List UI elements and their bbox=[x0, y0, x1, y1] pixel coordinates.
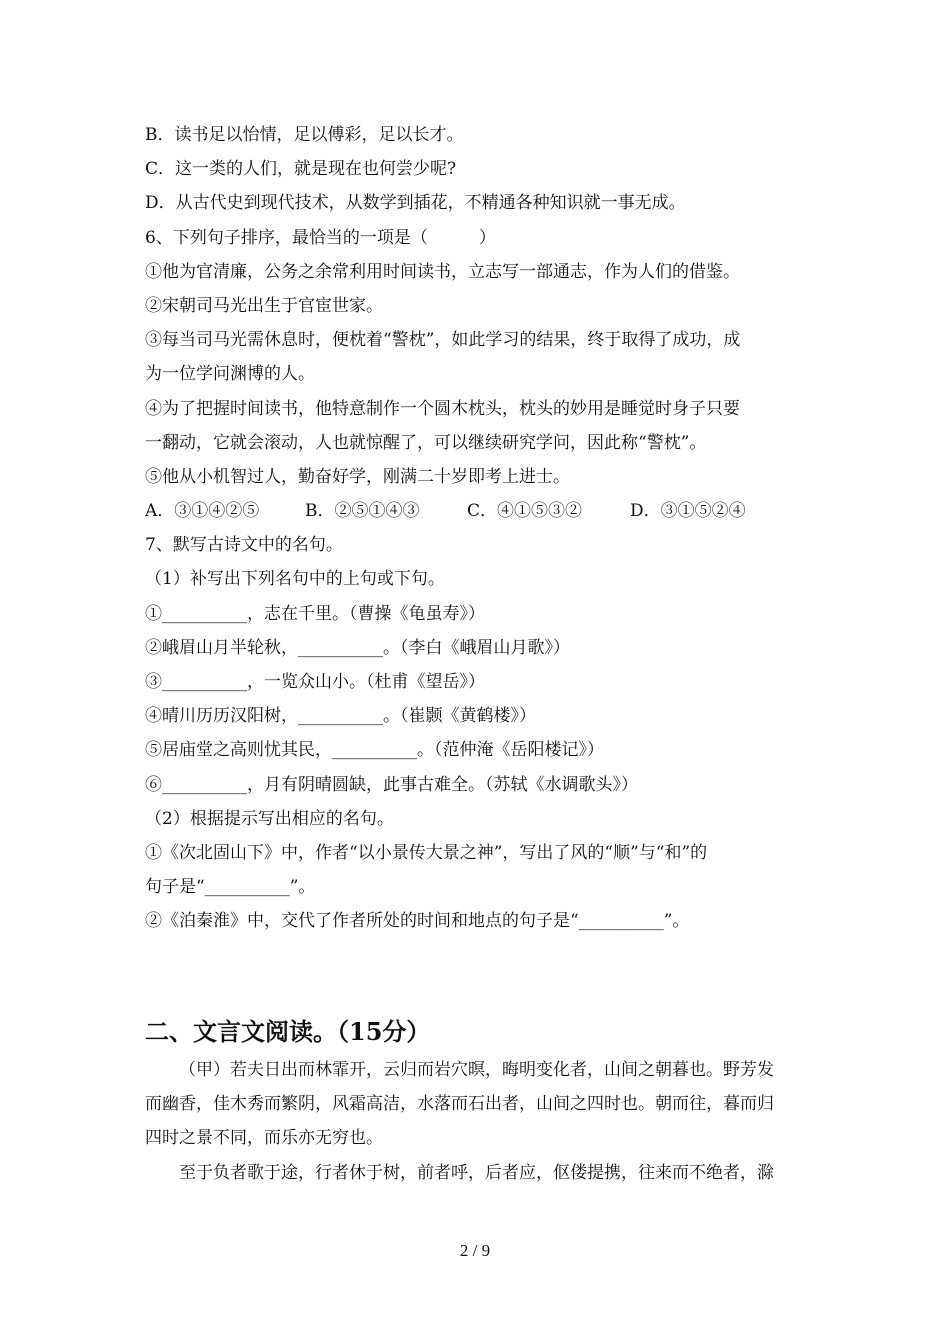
text-line: B．读书足以怡情，足以傅彩，足以长才。 bbox=[145, 125, 464, 145]
question-7-stem: 7、默写古诗文中的名句。 bbox=[145, 535, 343, 556]
option-c: C．④①⑤③② bbox=[467, 501, 583, 522]
text-line: 一翻动，它就会滚动，人也就惊醒了，可以继续研究学问，因此称“警枕”。 bbox=[145, 432, 707, 453]
fill-blank-line: ⑥__________，月有阴晴圆缺，此事古难全。（苏轼《水调歌头》） bbox=[145, 774, 638, 795]
section-title: 二、文言文阅读。（15分） bbox=[145, 1017, 431, 1046]
text-line: （2）根据提示写出相应的名句。 bbox=[145, 808, 394, 829]
page-number: 2 / 9 bbox=[459, 1241, 491, 1260]
option-b: B．②⑤①④③ bbox=[305, 501, 420, 522]
fill-blank-line: ⑤居庙堂之高则忧其民，__________。（范仲淹《岳阳楼记》） bbox=[145, 740, 604, 761]
text-line: D．从古代史到现代技术，从数学到插花，不精通各种知识就一事无成。 bbox=[145, 193, 686, 214]
passage-line: 而幽香，佳木秀而繁阴，风霜高洁，水落而石出者，山间之四时也。朝而往，暮而归 bbox=[145, 1094, 774, 1115]
option-d: D．③①⑤②④ bbox=[630, 501, 746, 522]
passage-line: 至于负者歌于途，行者休于树，前者呼，后者应，伛偻提携，往来而不绝者，滁 bbox=[179, 1162, 774, 1183]
fill-blank-line: ③__________，一览众山小。（杜甫《望岳》） bbox=[145, 672, 485, 692]
question-6-stem: 6、下列句子排序，最恰当的一项是（ ） bbox=[145, 227, 496, 248]
text-line: 为一位学问渊博的人。 bbox=[145, 364, 315, 385]
text-line: ①《次北固山下》中，作者“以小景传大景之神”，写出了风的“顺”与“和”的 bbox=[145, 842, 708, 863]
text-line: ①他为官清廉，公务之余常利用时间读书，立志写一部通志，作为人们的借鉴。 bbox=[145, 261, 740, 282]
fill-blank-line: 句子是“__________”。 bbox=[145, 877, 316, 898]
option-a: A．③①④②⑤ bbox=[145, 501, 260, 522]
text-line: C．这一类的人们，就是现在也何尝少呢? bbox=[145, 159, 457, 180]
fill-blank-line: ②峨眉山月半轮秋，__________。（李白《峨眉山月歌》） bbox=[145, 637, 570, 658]
fill-blank-line: ④晴川历历汉阳树，__________。（崔颢《黄鹤楼》） bbox=[145, 706, 536, 727]
classical-passage bbox=[145, 1053, 810, 1190]
passage-line: （甲）若夫日出而林霏开，云归而岩穴暝，晦明变化者，山间之朝暮也。野芳发 bbox=[179, 1060, 774, 1080]
answer-options bbox=[145, 494, 810, 528]
fill-blank-line: ②《泊秦淮》中，交代了作者所处的时间和地点的句子是“__________”。 bbox=[145, 911, 690, 932]
text-line: ⑤他从小机智过人，勤奋好学，刚满二十岁即考上进士。 bbox=[145, 466, 570, 487]
text-line: （1）补写出下列名句中的上句或下句。 bbox=[145, 569, 445, 590]
text-line: ④为了把握时间读书，他特意制作一个圆木枕头，枕头的妙用是睡觉时身子只要 bbox=[145, 398, 740, 419]
fill-blank-line: ①__________，志在千里。（曹操《龟虽寿》） bbox=[145, 603, 485, 624]
text-line: ③每当司马光需休息时，便枕着“警枕”，如此学习的结果，终于取得了成功，成 bbox=[145, 330, 741, 351]
text-line: ②宋朝司马光出生于官宦世家。 bbox=[145, 295, 383, 316]
passage-line: 四时之景不同，而乐亦无穷也。 bbox=[145, 1128, 383, 1149]
question-content bbox=[145, 118, 810, 939]
